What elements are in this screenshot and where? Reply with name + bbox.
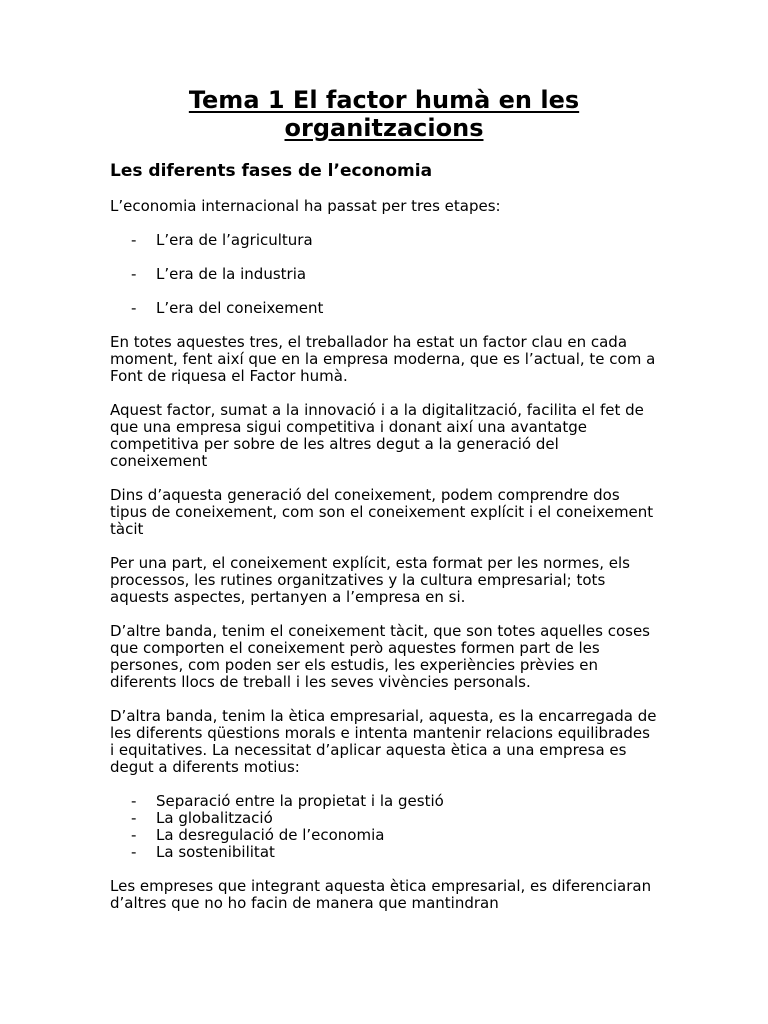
list-item bbox=[110, 827, 658, 844]
section-heading: Les diferents fases de l’economia bbox=[110, 161, 433, 181]
body-paragraph: Per una part, el coneixement explícit, esta format per les normes, els processos, les rutines organitzatives y la cultura empresarial; tots aquests aspectes, pertanyen a l’empresa en si. bbox=[110, 554, 630, 606]
list-item-text: L’era del coneixement bbox=[156, 299, 324, 317]
dash-marker: - bbox=[131, 843, 137, 861]
list-item-text: La sostenibilitat bbox=[156, 843, 275, 861]
list-item-text: La desregulació de l’economia bbox=[156, 826, 385, 844]
list-item bbox=[110, 810, 658, 827]
dash-marker: - bbox=[131, 231, 137, 249]
dash-marker: - bbox=[131, 809, 137, 827]
intro-paragraph: L’economia internacional ha passat per tres etapes: bbox=[110, 197, 501, 215]
closing-paragraph: Les empreses que integrant aquesta ètica empresarial, es diferenciaran d’altres que no ho facin de manera que mantindran bbox=[110, 877, 652, 912]
dash-marker: - bbox=[131, 826, 137, 844]
list-item bbox=[110, 844, 658, 861]
motives-list bbox=[110, 793, 658, 861]
list-item bbox=[110, 793, 658, 810]
body-paragraph: D’altre banda, tenim el coneixement tàcit, que son totes aquelles coses que comporten el coneixement però aquestes formen part de les persones, com poden ser els estudis, les experiències prèvies en diferents llocs de treball i les seves vivències personals. bbox=[110, 622, 650, 691]
stages-list bbox=[110, 232, 658, 317]
list-item bbox=[110, 266, 658, 283]
list-item-text: L’era de la industria bbox=[156, 265, 307, 283]
body-paragraph: En totes aquestes tres, el treballador ha estat un factor clau en cada moment, fent així que en la empresa moderna, que es l’actual, te com a Font de riquesa el Factor humà. bbox=[110, 333, 656, 385]
list-item bbox=[110, 232, 658, 249]
dash-marker: - bbox=[131, 299, 137, 317]
dash-marker: - bbox=[131, 792, 137, 810]
document-title: Tema 1 El factor humà en les organitzacions bbox=[188, 86, 580, 142]
dash-marker: - bbox=[131, 265, 137, 283]
list-item bbox=[110, 300, 658, 317]
body-paragraph: Aquest factor, sumat a la innovació i a la digitalització, facilita el fet de que una empresa sigui competitiva i donant així una avantatge competitiva per sobre de les altres degut a la generació del coneixement bbox=[110, 401, 644, 470]
body-paragraph: D’altra banda, tenim la ètica empresarial, aquesta, es la encarregada de les diferents qüestions morals e intenta mantenir relacions equilibrades i equitatives. La necessitat d’aplicar aquesta ètica a una empresa es degut a diferents motius: bbox=[110, 707, 657, 776]
list-item-text: L’era de l’agricultura bbox=[156, 231, 313, 249]
list-item-text: La globalització bbox=[156, 809, 273, 827]
body-paragraph: Dins d’aquesta generació del coneixement, podem comprendre dos tipus de coneixement, com son el coneixement explícit i el coneixement tàcit bbox=[110, 486, 654, 538]
list-item-text: Separació entre la propietat i la gestió bbox=[156, 792, 444, 810]
